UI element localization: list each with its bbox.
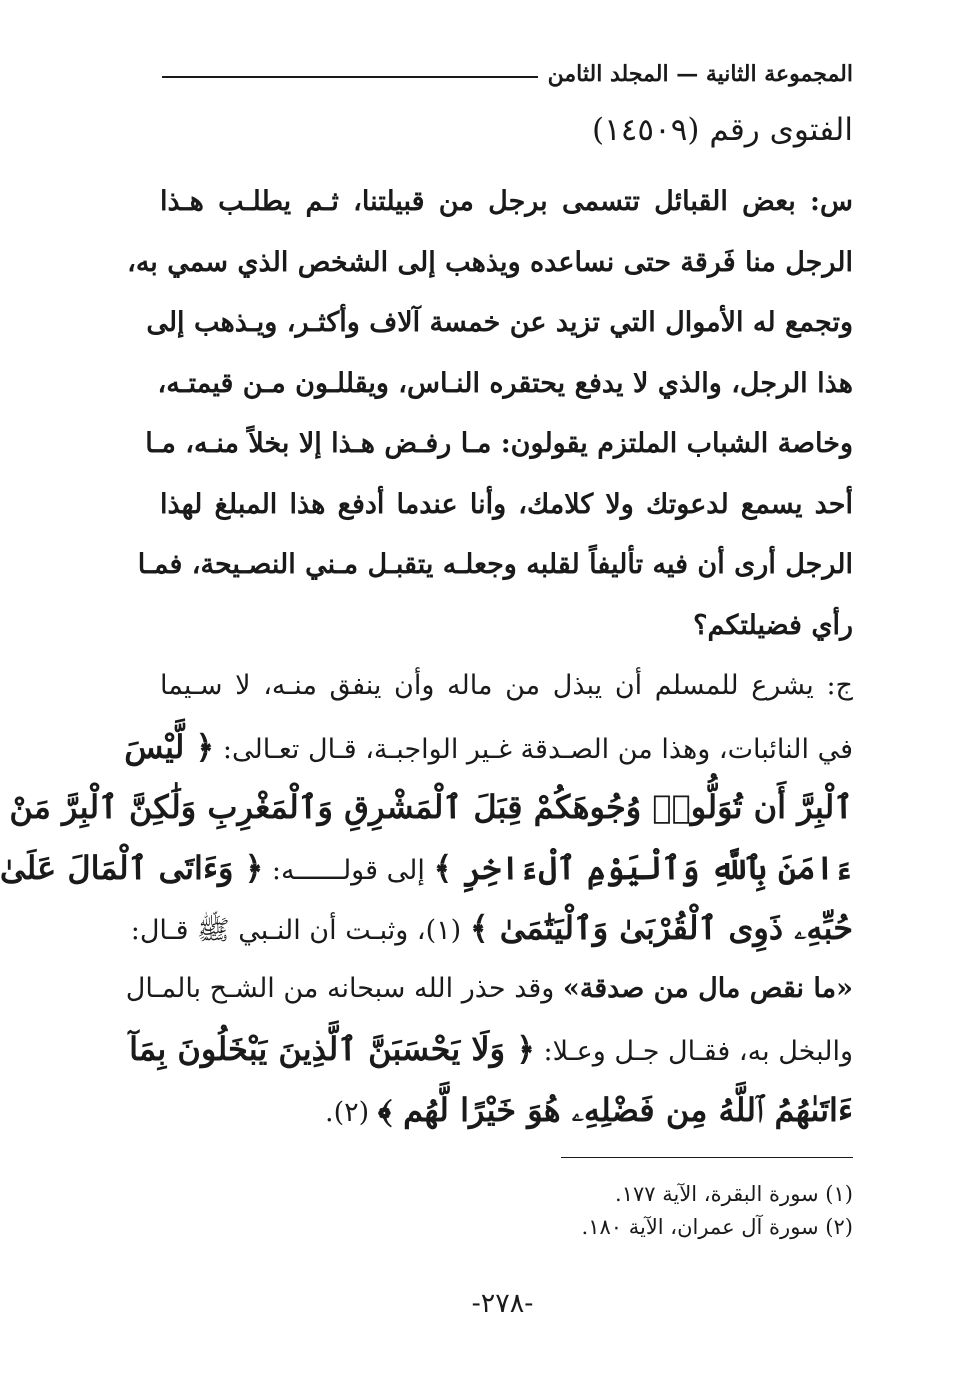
answer-text: ج: يشرع للمسلم أن يبذل من ماله وأن ينفق منـه، لا سـيما: [160, 670, 853, 701]
question-line: وخاصة الشباب الملتزم يقولون: مـا رفـض هـذا إلا بخلاً منـه، مـا: [145, 428, 853, 459]
header-rule: [162, 76, 538, 78]
header-title: المجموعة الثانية — المجلد الثامن: [547, 61, 853, 87]
question-line: الرجل أرى أن فيه تأليفاً لقلبه وجعلـه يتقبـل مـني النصـيحة، فمـا: [137, 549, 853, 580]
footnote-divider: [561, 1157, 853, 1158]
quran-verse: حُبِّهِۦ ذَوِى ٱلْقُرْبَىٰ وَٱلْيَتَٰمَىٰ ﴾: [469, 909, 853, 947]
quran-verse: ﴿ وَءَاتَى ٱلْمَالَ عَلَىٰ: [0, 848, 264, 887]
answer-line: [129, 1019, 853, 1080]
quran-verse: ءَاتَىٰهُمُ ٱللَّهُ مِن فَضْلِهِۦ هُوَ خَيْرًا لَّهُم ﴾: [377, 1090, 853, 1129]
fatwa-title: الفتوى رقم (١٤٥٠٩): [592, 112, 853, 148]
answer-line: [160, 656, 853, 717]
answer-line: [9, 777, 853, 838]
answer-text: وقد حذر الله سبحانه من الشـح بالمـال: [125, 972, 555, 1004]
footnote-item: (٢) سورة آل عمران، الآية ١٨٠.: [581, 1215, 853, 1239]
answer-line: [160, 1080, 853, 1141]
answer-text: (٢).: [325, 1096, 370, 1128]
quran-verse: ٱلْبِرَّ أَن تُوَلُّوا۟ وُجُوهَكُمْ قِبَلَ ٱلْمَشْرِقِ وَٱلْمَغْرِبِ وَلَٰكِنَّ ٱلْبِرَّ مَنْ: [9, 788, 853, 826]
question-block: [127, 172, 853, 656]
hadith-quote: «ما نقص مال من صدقة»: [562, 972, 853, 1004]
footnote-item: (١) سورة البقرة، الآية ١٧٧.: [615, 1182, 853, 1206]
quran-verse: ءَامَنَ بِٱللَّهِ وَٱلْيَوْمِ ٱلْءَاخِرِ ﴾: [433, 848, 853, 887]
answer-line: [0, 838, 853, 899]
question-line: الرجل منا فَرقة حتى نساعده ويذهب إلى الشخص الذي سمي به،: [127, 246, 853, 278]
answer-block: [0, 656, 853, 1140]
quran-verse: ﴿ لَّيْسَ: [124, 727, 215, 766]
answer-line: [130, 898, 853, 959]
answer-text: (١)، وثبـت أن النـبي ﷺ قـال:: [130, 915, 462, 946]
question-line: وتجمع له الأموال التي تزيد عن خمسة آلاف وأكثـر، ويـذهب إلى: [146, 307, 853, 338]
question-line: رأي فضيلتكم؟: [693, 609, 853, 641]
answer-line: [124, 717, 853, 778]
question-line: هذا الرجل، والذي لا يدفع يحتقره النـاس، ويقللـون مـن قيمتـه،: [157, 367, 853, 399]
page-number: -٢٧٨-: [471, 1288, 534, 1319]
answer-text: إلى قولــــــه:: [263, 854, 425, 886]
answer-line: [125, 959, 853, 1020]
running-header: [162, 56, 853, 92]
footnotes: [582, 1178, 853, 1244]
quran-verse: ﴿ وَلَا يَحْسَبَنَّ ٱلَّذِينَ يَبْخَلُونَ بِمَآ: [129, 1030, 535, 1068]
question-line: س: بعض القبائل تتسمى برجل من قبيلتنا، ثـم يطلـب هـذا: [160, 186, 853, 217]
answer-text: والبخل به، فقـال جـل وعـلا:: [534, 1036, 853, 1067]
answer-text: في النائبات، وهذا من الصـدقة غـير الواجبـة، قـال تعـالى:: [222, 733, 853, 765]
question-line: أحد يسمع لدعوتك ولا كلامك، وأنا عندما أدفع هذا المبلغ لهذا: [160, 488, 853, 520]
